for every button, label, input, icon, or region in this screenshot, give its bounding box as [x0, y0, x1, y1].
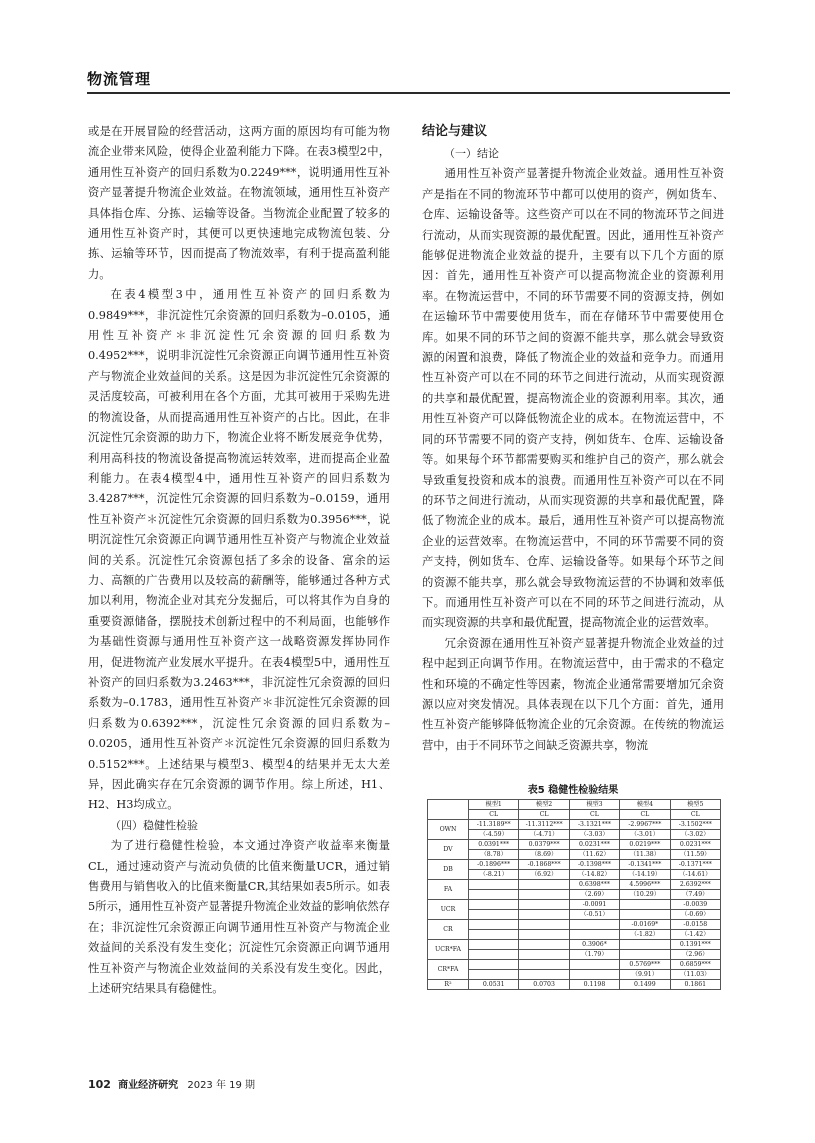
coef-cell: 0.3906*	[569, 940, 619, 950]
t-stat-cell: （-1.82）	[620, 930, 670, 940]
dv-header: CL	[569, 810, 619, 820]
table-header-row	[428, 810, 721, 820]
coef-cell: -0.1868***	[519, 860, 569, 870]
coef-cell	[620, 900, 670, 910]
t-stat-cell	[519, 970, 569, 980]
coef-cell: -3.1321***	[569, 820, 619, 830]
t-stat-cell: （-14.19）	[620, 870, 670, 880]
issue-label: 2023 年 19 期	[187, 1080, 256, 1091]
coef-cell: -0.0039	[670, 900, 720, 910]
coef-cell	[519, 940, 569, 950]
coef-cell: -0.0169*	[620, 920, 670, 930]
subsection-heading: （一）结论	[444, 147, 499, 160]
left-column	[88, 122, 390, 999]
t-stat-cell	[519, 910, 569, 920]
t-stat-cell: （11.38）	[620, 850, 670, 860]
coef-row	[428, 820, 721, 830]
coef-cell: -0.1341***	[620, 860, 670, 870]
results-table-wrapper	[427, 799, 721, 990]
coef-cell: 0.0219***	[620, 840, 670, 850]
page-footer	[88, 1076, 255, 1091]
row-label: UCR	[428, 900, 469, 920]
t-stat-cell: （-3.03）	[569, 830, 619, 840]
t-stat-cell	[519, 890, 569, 900]
coef-cell	[469, 900, 519, 910]
body-paragraph: 或是在开展冒险的经营活动，这两方面的原因均有可能为物流企业带来风险，使得企业盈利能力下降。在表3模型2中，通用性互补资产的回归系数为0.2249***，说明通用性互补资产显著提升物流企业效益。在物流领域，通用性互补资产具体指仓库、分拣、运输等设备。当物流企业配置了较多的通用性互补资产时，其便可以更快速地完成物流包装、分拣、运输等环节，因而提高了物流效率，有利于提高盈利能力。	[88, 125, 390, 281]
model-header: 模型4	[620, 800, 670, 810]
r-squared-cell: 0.1198	[569, 980, 619, 990]
t-stat-cell	[469, 890, 519, 900]
r-squared-cell: 0.0703	[519, 980, 569, 990]
row-label: DB	[428, 860, 469, 880]
subsection-heading: （四）稳健性检验	[110, 818, 198, 832]
dv-header: CL	[469, 810, 519, 820]
coef-cell: -2.9967***	[620, 820, 670, 830]
coef-cell: 0.6859***	[670, 960, 720, 970]
table-caption: 表5 稳健性检验结果	[527, 785, 619, 796]
coef-row	[428, 940, 721, 950]
coef-row	[428, 840, 721, 850]
model-header: 模型3	[569, 800, 619, 810]
t-stat-cell: （11.59）	[670, 850, 720, 860]
coef-cell: 0.0231***	[569, 840, 619, 850]
t-stat-cell: （7.49）	[670, 890, 720, 900]
coef-cell	[469, 920, 519, 930]
t-stat-cell: （9.91）	[620, 970, 670, 980]
t-stat-cell	[469, 950, 519, 960]
coef-cell	[569, 960, 619, 970]
t-stat-cell: （1.79）	[569, 950, 619, 960]
coef-cell	[519, 920, 569, 930]
coef-cell: -0.1896***	[469, 860, 519, 870]
t-stat-cell: （11.62）	[569, 850, 619, 860]
results-table	[427, 799, 721, 990]
coef-cell: 4.5996***	[620, 880, 670, 890]
coef-cell: -0.0091	[569, 900, 619, 910]
row-label: UCR*FA	[428, 940, 469, 960]
t-stat-cell: （8.69）	[519, 850, 569, 860]
t-stat-cell: （2.96）	[670, 950, 720, 960]
coef-cell	[519, 960, 569, 970]
coef-cell: -0.0158	[670, 920, 720, 930]
t-stat-cell	[569, 970, 619, 980]
r-squared-cell: 0.1499	[620, 980, 670, 990]
t-stat-cell	[620, 950, 670, 960]
t-stat-cell: （11.03）	[670, 970, 720, 980]
t-stat-cell	[519, 950, 569, 960]
t-stat-cell	[620, 910, 670, 920]
section-heading: 结论与建议	[422, 124, 488, 139]
coef-row	[428, 960, 721, 970]
row-label: CR*FA	[428, 960, 469, 980]
page-number: 102	[88, 1078, 111, 1091]
coef-cell: -3.1502***	[670, 820, 720, 830]
body-paragraph: 冗余资源在通用性互补资产显著提升物流企业效益的过程中起到正向调节作用。在物流运营中，由于需求的不稳定性和环境的不确定性等因素，物流企业通常需要增加冗余资源以应对突发情况。具体表现在以下几个方面：首先，通用性互补资产能够降低物流企业的冗余资源。在传统的物流运营中，由于不同环节之间缺乏资源共享，物流	[422, 636, 724, 752]
t-stat-cell: （6.92）	[519, 870, 569, 880]
dv-header: CL	[519, 810, 569, 820]
model-header: 模型1	[469, 800, 519, 810]
t-stat-cell: （-3.01）	[620, 830, 670, 840]
model-header: 模型5	[670, 800, 720, 810]
coef-cell	[620, 940, 670, 950]
row-label: FA	[428, 880, 469, 900]
row-label: DV	[428, 840, 469, 860]
coef-cell: -0.1398***	[569, 860, 619, 870]
table-corner-cell	[428, 800, 469, 820]
coef-cell	[519, 880, 569, 890]
t-stat-cell: （-0.69）	[670, 910, 720, 920]
t-stat-cell	[469, 930, 519, 940]
body-paragraph: 在表4模型3中，通用性互补资产的回归系数为0.9849***，非沉淀性冗余资源的回归系数为–0.0105，通用性互补资产＊非沉淀性冗余资源的回归系数为0.4952***，说明非沉淀性冗余资源正向调节通用性互补资产与物流企业效益间的关系。这是因为非沉淀性冗余资源的灵活度较高，可被利用在各个方面，尤其可被用于采购先进的物流设备，从而提高通用性互补资产的占比。因此，在非沉淀性冗余资源的助力下，物流企业将不断发展竞争优势，利用高科技的物流设备提高物流运转效率，进而提高企业盈利能力。在表4模型4中，通用性互补资产的回归系数为3.4287***，沉淀性冗余资源的回归系数为–0.0159，通用性互补资产＊沉淀性冗余资源的回归系数为0.3956***，说明沉淀性冗余资源正向调节通用性互补资产与物流企业效益间的关系。沉淀性冗余资源包括了多余的设备、富余的运力、高额的广告费用以及较高的薪酬等，能够通过各种方式加以利用，物流企业对其充分发掘后，可以将其作为自身的重要资源储备，摆脱技术创新过程中的不利局面，也能够作为基础性资源与通用性互补资产这一战略资源发挥协同作用，促进物流产业发展水平提升。在表4模型5中，通用性互补资产的回归系数为3.2463***，非沉淀性冗余资源的回归系数为–0.1783，通用性互补资产＊非沉淀性冗余资源的回归系数为0.6392***，沉淀性冗余资源的回归系数为–0.0205，通用性互补资产＊沉淀性冗余资源的回归系数为0.5152***。上述结果与模型3、模型4的结果并无太大差异，因此确实存在冗余资源的调节作用。综上所述，H1、H2、H3均成立。	[88, 288, 390, 812]
t-stat-cell: （2.69）	[569, 890, 619, 900]
dv-header: CL	[670, 810, 720, 820]
t-stat-cell: （-14.82）	[569, 870, 619, 880]
t-stat-row	[428, 970, 721, 980]
coef-cell: -11.3112***	[519, 820, 569, 830]
t-stat-row	[428, 890, 721, 900]
t-stat-row	[428, 930, 721, 940]
r-squared-cell: 0.1861	[670, 980, 720, 990]
t-stat-cell	[469, 970, 519, 980]
t-stat-cell: （8.78）	[469, 850, 519, 860]
row-label: R²	[428, 980, 469, 990]
coef-cell	[469, 960, 519, 970]
t-stat-row	[428, 830, 721, 840]
t-stat-row	[428, 870, 721, 880]
coef-cell: 0.5769***	[620, 960, 670, 970]
coef-row	[428, 920, 721, 930]
coef-row	[428, 880, 721, 890]
coef-cell	[469, 880, 519, 890]
coef-cell	[469, 940, 519, 950]
t-stat-cell	[469, 910, 519, 920]
t-stat-cell: （-0.51）	[569, 910, 619, 920]
body-paragraph: 通用性互补资产显著提升物流企业效益。通用性互补资产是指在不同的物流环节中都可以使用的资产，例如货车、仓库、运输设备等。这些资产可以在不同的物流环节之间进行流动，从而实现资源的最优配置。因此，通用性互补资产能够促进物流企业效益的提升，主要有以下几个方面的原因：首先，通用性互补资产可以提高物流企业的资源利用率。在物流运营中，不同的环节需要不同的资源支持，例如在运输环节中需要使用货车，而在存储环节中需要使用仓库。如果不同的环节之间的资源不能共享，那么就会导致资源的闲置和浪费，降低了物流企业的效益和竞争力。而通用性互补资产可以在不同的环节之间进行流动，从而实现资源的共享和最优配置，提高物流企业的资源利用率。其次，通用性互补资产可以降低物流企业的成本。在物流运营中，不同的环节需要不同的资产支持，例如货车、仓库、运输设备等。如果每个环节都需要购买和维护自己的资产，那么就会导致重复投资和成本的浪费。而通用性互补资产可以在不同的环节之间进行流动，从而实现资源的共享和最优配置，降低了物流企业的成本。最后，通用性互补资产可以提高物流企业的运营效率。在物流运营中，不同的环节需要不同的资产支持，例如货车、仓库、运输设备等。如果每个环节之间的资源不能共享，那么就会导致物流运营的不协调和效率低下。而通用性互补资产可以在不同的环节之间进行流动，从而实现资源的共享和最优配置，提高物流企业的运营效率。	[422, 167, 724, 630]
t-stat-row	[428, 850, 721, 860]
coef-cell: 0.0231***	[670, 840, 720, 850]
coef-cell: 0.0379***	[519, 840, 569, 850]
coef-row	[428, 860, 721, 870]
coef-cell: 0.6398***	[569, 880, 619, 890]
t-stat-cell: （10.29）	[620, 890, 670, 900]
body-paragraph: 为了进行稳健性检验，本文通过净资产收益率来衡量CL，通过速动资产与流动负债的比值来衡量UCR，通过销售费用与销售收入的比值来衡量CR,其结果如表5所示。如表5所示，通用性互补资产显著提升物流企业效益的影响依然存在；非沉淀性冗余资源正向调节通用性互补资产与物流企业效益间的关系没有发生变化；沉淀性冗余资源正向调节通用性互补资产与物流企业效益间的关系没有发生变化。因此，上述研究结果具有稳健性。	[88, 839, 390, 996]
t-stat-cell: （-8.21）	[469, 870, 519, 880]
row-label: OWN	[428, 820, 469, 840]
coef-cell	[519, 900, 569, 910]
running-header-title: 物流管理	[87, 70, 152, 88]
coef-cell: 0.1391***	[670, 940, 720, 950]
t-stat-row	[428, 950, 721, 960]
coef-cell: 0.0391***	[469, 840, 519, 850]
r-squared-cell: 0.0531	[469, 980, 519, 990]
t-stat-cell	[519, 930, 569, 940]
right-column	[422, 122, 724, 756]
table-header-row	[428, 800, 721, 810]
t-stat-row	[428, 910, 721, 920]
coef-row	[428, 900, 721, 910]
t-stat-cell: （-4.71）	[519, 830, 569, 840]
r-squared-row	[428, 980, 721, 990]
coef-cell: -11.3189**	[469, 820, 519, 830]
t-stat-cell: （-1.42）	[670, 930, 720, 940]
model-header: 模型2	[519, 800, 569, 810]
dv-header: CL	[620, 810, 670, 820]
coef-cell: 2.6392***	[670, 880, 720, 890]
t-stat-cell: （-3.02）	[670, 830, 720, 840]
coef-cell	[569, 920, 619, 930]
coef-cell: -0.1371***	[670, 860, 720, 870]
header-rule	[87, 92, 730, 94]
journal-name: 商业经济研究	[118, 1080, 179, 1091]
row-label: CR	[428, 920, 469, 940]
t-stat-cell	[569, 930, 619, 940]
t-stat-cell: （-14.61）	[670, 870, 720, 880]
table-body	[428, 820, 721, 980]
t-stat-cell: （-4.59）	[469, 830, 519, 840]
